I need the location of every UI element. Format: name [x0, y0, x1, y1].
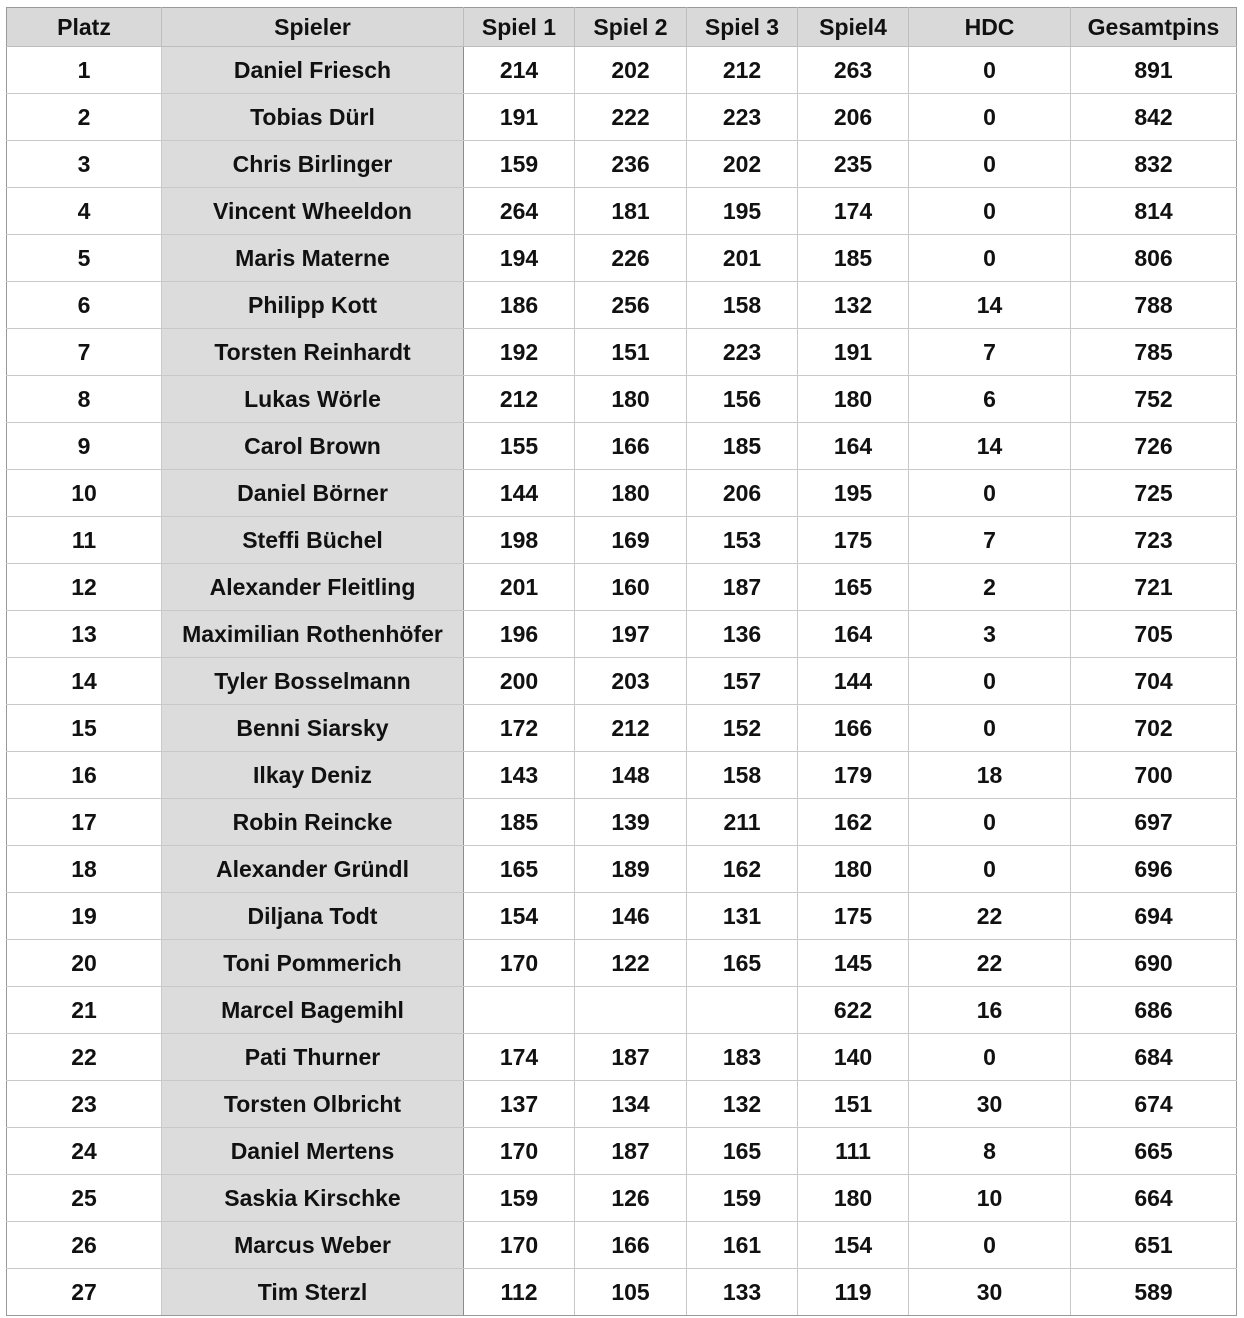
- player-name-cell: Steffi Büchel: [162, 517, 464, 564]
- game4-score-cell: 154: [798, 1222, 909, 1269]
- game4-score-cell: 164: [798, 423, 909, 470]
- game1-score-cell: 198: [464, 517, 575, 564]
- total-pins-cell: 891: [1071, 47, 1237, 94]
- handicap-cell: 22: [909, 893, 1071, 940]
- player-name-cell: Alexander Fleitling: [162, 564, 464, 611]
- game2-score-cell: 148: [575, 752, 687, 799]
- handicap-cell: 14: [909, 423, 1071, 470]
- table-row: [7, 752, 1237, 799]
- handicap-cell: 18: [909, 752, 1071, 799]
- platz-cell: 16: [7, 752, 162, 799]
- table-row: [7, 376, 1237, 423]
- platz-cell: 15: [7, 705, 162, 752]
- game2-score-cell: 146: [575, 893, 687, 940]
- game1-score-cell: 165: [464, 846, 575, 893]
- game4-score-cell: 179: [798, 752, 909, 799]
- platz-cell: 27: [7, 1269, 162, 1316]
- game2-score-cell: 180: [575, 376, 687, 423]
- game3-score-cell: 211: [687, 799, 798, 846]
- game4-score-cell: 175: [798, 517, 909, 564]
- column-header-spiel3: Spiel 3: [687, 8, 798, 47]
- game3-score-cell: 165: [687, 1128, 798, 1175]
- handicap-cell: 30: [909, 1081, 1071, 1128]
- game3-score-cell: 161: [687, 1222, 798, 1269]
- game2-score-cell: 160: [575, 564, 687, 611]
- handicap-cell: 16: [909, 987, 1071, 1034]
- platz-cell: 10: [7, 470, 162, 517]
- game3-score-cell: 152: [687, 705, 798, 752]
- player-name-cell: Alexander Gründl: [162, 846, 464, 893]
- platz-cell: 7: [7, 329, 162, 376]
- game4-score-cell: 132: [798, 282, 909, 329]
- handicap-cell: 0: [909, 470, 1071, 517]
- table-row: [7, 564, 1237, 611]
- player-name-cell: Lukas Wörle: [162, 376, 464, 423]
- total-pins-cell: 726: [1071, 423, 1237, 470]
- column-header-platz: Platz: [7, 8, 162, 47]
- game2-score-cell: 202: [575, 47, 687, 94]
- game4-score-cell: 111: [798, 1128, 909, 1175]
- player-name-cell: Daniel Friesch: [162, 47, 464, 94]
- handicap-cell: 0: [909, 47, 1071, 94]
- game4-score-cell: 206: [798, 94, 909, 141]
- game2-score-cell: 151: [575, 329, 687, 376]
- game1-score-cell: 264: [464, 188, 575, 235]
- game3-score-cell: 153: [687, 517, 798, 564]
- handicap-cell: 6: [909, 376, 1071, 423]
- player-name-cell: Marcus Weber: [162, 1222, 464, 1269]
- column-header-gesamtpins: Gesamtpins: [1071, 8, 1237, 47]
- handicap-cell: 0: [909, 235, 1071, 282]
- game3-score-cell: 157: [687, 658, 798, 705]
- handicap-cell: 0: [909, 94, 1071, 141]
- game1-score-cell: 201: [464, 564, 575, 611]
- platz-cell: 9: [7, 423, 162, 470]
- game3-score-cell: 158: [687, 752, 798, 799]
- player-name-cell: Daniel Mertens: [162, 1128, 464, 1175]
- table-body: [7, 47, 1237, 1316]
- player-name-cell: Diljana Todt: [162, 893, 464, 940]
- game2-score-cell: 139: [575, 799, 687, 846]
- handicap-cell: 2: [909, 564, 1071, 611]
- game2-score-cell: 122: [575, 940, 687, 987]
- platz-cell: 22: [7, 1034, 162, 1081]
- player-name-cell: Tobias Dürl: [162, 94, 464, 141]
- game3-score-cell: 165: [687, 940, 798, 987]
- game1-score-cell: 212: [464, 376, 575, 423]
- game4-score-cell: 174: [798, 188, 909, 235]
- game3-score-cell: 158: [687, 282, 798, 329]
- table-row: [7, 1269, 1237, 1316]
- platz-cell: 3: [7, 141, 162, 188]
- game2-score-cell: 187: [575, 1034, 687, 1081]
- game3-score-cell: 187: [687, 564, 798, 611]
- handicap-cell: 0: [909, 658, 1071, 705]
- total-pins-cell: 842: [1071, 94, 1237, 141]
- game2-score-cell: 212: [575, 705, 687, 752]
- game1-score-cell: 154: [464, 893, 575, 940]
- game2-score-cell: 166: [575, 423, 687, 470]
- table-row: [7, 611, 1237, 658]
- game1-score-cell: 185: [464, 799, 575, 846]
- player-name-cell: Carol Brown: [162, 423, 464, 470]
- total-pins-cell: 690: [1071, 940, 1237, 987]
- game2-score-cell: 126: [575, 1175, 687, 1222]
- game1-score-cell: 155: [464, 423, 575, 470]
- total-pins-cell: 788: [1071, 282, 1237, 329]
- platz-cell: 25: [7, 1175, 162, 1222]
- game3-score-cell: 212: [687, 47, 798, 94]
- player-name-cell: Chris Birlinger: [162, 141, 464, 188]
- handicap-cell: 0: [909, 1222, 1071, 1269]
- game2-score-cell: 222: [575, 94, 687, 141]
- game2-score-cell: 226: [575, 235, 687, 282]
- handicap-cell: 7: [909, 517, 1071, 564]
- game3-score-cell: 201: [687, 235, 798, 282]
- game3-score-cell: 185: [687, 423, 798, 470]
- total-pins-cell: 806: [1071, 235, 1237, 282]
- game1-score-cell: [464, 987, 575, 1034]
- game1-score-cell: 112: [464, 1269, 575, 1316]
- player-name-cell: Robin Reincke: [162, 799, 464, 846]
- player-name-cell: Torsten Reinhardt: [162, 329, 464, 376]
- game4-score-cell: 622: [798, 987, 909, 1034]
- player-name-cell: Toni Pommerich: [162, 940, 464, 987]
- handicap-cell: 8: [909, 1128, 1071, 1175]
- game4-score-cell: 263: [798, 47, 909, 94]
- column-header-spiel1: Spiel 1: [464, 8, 575, 47]
- platz-cell: 24: [7, 1128, 162, 1175]
- game1-score-cell: 143: [464, 752, 575, 799]
- platz-cell: 13: [7, 611, 162, 658]
- game3-score-cell: 195: [687, 188, 798, 235]
- game3-score-cell: 132: [687, 1081, 798, 1128]
- platz-cell: 5: [7, 235, 162, 282]
- player-name-cell: Tyler Bosselmann: [162, 658, 464, 705]
- game4-score-cell: 175: [798, 893, 909, 940]
- game2-score-cell: 181: [575, 188, 687, 235]
- total-pins-cell: 700: [1071, 752, 1237, 799]
- game2-score-cell: 169: [575, 517, 687, 564]
- total-pins-cell: 752: [1071, 376, 1237, 423]
- platz-cell: 17: [7, 799, 162, 846]
- platz-cell: 23: [7, 1081, 162, 1128]
- handicap-cell: 0: [909, 1034, 1071, 1081]
- game4-score-cell: 164: [798, 611, 909, 658]
- game1-score-cell: 174: [464, 1034, 575, 1081]
- game1-score-cell: 186: [464, 282, 575, 329]
- game1-score-cell: 170: [464, 940, 575, 987]
- player-name-cell: Vincent Wheeldon: [162, 188, 464, 235]
- game2-score-cell: 134: [575, 1081, 687, 1128]
- table-row: [7, 94, 1237, 141]
- standings-sheet: [6, 7, 1237, 1316]
- game1-score-cell: 214: [464, 47, 575, 94]
- game2-score-cell: 105: [575, 1269, 687, 1316]
- game4-score-cell: 162: [798, 799, 909, 846]
- total-pins-cell: 674: [1071, 1081, 1237, 1128]
- total-pins-cell: 705: [1071, 611, 1237, 658]
- table-row: [7, 517, 1237, 564]
- table-row: [7, 940, 1237, 987]
- player-name-cell: Daniel Börner: [162, 470, 464, 517]
- game3-score-cell: 131: [687, 893, 798, 940]
- handicap-cell: 7: [909, 329, 1071, 376]
- game2-score-cell: 187: [575, 1128, 687, 1175]
- game3-score-cell: 202: [687, 141, 798, 188]
- platz-cell: 14: [7, 658, 162, 705]
- player-name-cell: Ilkay Deniz: [162, 752, 464, 799]
- platz-cell: 8: [7, 376, 162, 423]
- total-pins-cell: 702: [1071, 705, 1237, 752]
- game3-score-cell: 183: [687, 1034, 798, 1081]
- game2-score-cell: 256: [575, 282, 687, 329]
- column-header-spiel4: Spiel4: [798, 8, 909, 47]
- game3-score-cell: [687, 987, 798, 1034]
- platz-cell: 26: [7, 1222, 162, 1269]
- game4-score-cell: 166: [798, 705, 909, 752]
- handicap-cell: 0: [909, 141, 1071, 188]
- total-pins-cell: 704: [1071, 658, 1237, 705]
- game2-score-cell: 180: [575, 470, 687, 517]
- game4-score-cell: 180: [798, 846, 909, 893]
- handicap-cell: 10: [909, 1175, 1071, 1222]
- platz-cell: 12: [7, 564, 162, 611]
- game3-score-cell: 162: [687, 846, 798, 893]
- game4-score-cell: 119: [798, 1269, 909, 1316]
- handicap-cell: 30: [909, 1269, 1071, 1316]
- game1-score-cell: 200: [464, 658, 575, 705]
- table-row: [7, 658, 1237, 705]
- table-row: [7, 423, 1237, 470]
- total-pins-cell: 725: [1071, 470, 1237, 517]
- game1-score-cell: 194: [464, 235, 575, 282]
- total-pins-cell: 694: [1071, 893, 1237, 940]
- total-pins-cell: 721: [1071, 564, 1237, 611]
- total-pins-cell: 832: [1071, 141, 1237, 188]
- total-pins-cell: 664: [1071, 1175, 1237, 1222]
- game1-score-cell: 137: [464, 1081, 575, 1128]
- game3-score-cell: 156: [687, 376, 798, 423]
- header-row: [7, 8, 1237, 47]
- game3-score-cell: 206: [687, 470, 798, 517]
- game4-score-cell: 165: [798, 564, 909, 611]
- game4-score-cell: 144: [798, 658, 909, 705]
- game4-score-cell: 180: [798, 376, 909, 423]
- player-name-cell: Philipp Kott: [162, 282, 464, 329]
- player-name-cell: Torsten Olbricht: [162, 1081, 464, 1128]
- game4-score-cell: 191: [798, 329, 909, 376]
- player-name-cell: Pati Thurner: [162, 1034, 464, 1081]
- total-pins-cell: 814: [1071, 188, 1237, 235]
- player-name-cell: Maris Materne: [162, 235, 464, 282]
- game4-score-cell: 180: [798, 1175, 909, 1222]
- game2-score-cell: [575, 987, 687, 1034]
- game2-score-cell: 236: [575, 141, 687, 188]
- column-header-spiel2: Spiel 2: [575, 8, 687, 47]
- total-pins-cell: 686: [1071, 987, 1237, 1034]
- table-row: [7, 1034, 1237, 1081]
- game3-score-cell: 136: [687, 611, 798, 658]
- game1-score-cell: 192: [464, 329, 575, 376]
- game2-score-cell: 197: [575, 611, 687, 658]
- player-name-cell: Saskia Kirschke: [162, 1175, 464, 1222]
- game1-score-cell: 170: [464, 1128, 575, 1175]
- game1-score-cell: 159: [464, 1175, 575, 1222]
- platz-cell: 19: [7, 893, 162, 940]
- platz-cell: 21: [7, 987, 162, 1034]
- table-row: [7, 1222, 1237, 1269]
- table-row: [7, 987, 1237, 1034]
- platz-cell: 4: [7, 188, 162, 235]
- table-row: [7, 846, 1237, 893]
- table-row: [7, 235, 1237, 282]
- game2-score-cell: 166: [575, 1222, 687, 1269]
- handicap-cell: 0: [909, 705, 1071, 752]
- table-row: [7, 705, 1237, 752]
- column-header-spieler: Spieler: [162, 8, 464, 47]
- handicap-cell: 0: [909, 799, 1071, 846]
- total-pins-cell: 785: [1071, 329, 1237, 376]
- game3-score-cell: 159: [687, 1175, 798, 1222]
- game2-score-cell: 189: [575, 846, 687, 893]
- game3-score-cell: 223: [687, 329, 798, 376]
- game1-score-cell: 172: [464, 705, 575, 752]
- game1-score-cell: 144: [464, 470, 575, 517]
- game4-score-cell: 140: [798, 1034, 909, 1081]
- table-row: [7, 799, 1237, 846]
- table-row: [7, 282, 1237, 329]
- game3-score-cell: 133: [687, 1269, 798, 1316]
- handicap-cell: 3: [909, 611, 1071, 658]
- game1-score-cell: 159: [464, 141, 575, 188]
- total-pins-cell: 684: [1071, 1034, 1237, 1081]
- total-pins-cell: 589: [1071, 1269, 1237, 1316]
- game4-score-cell: 235: [798, 141, 909, 188]
- table-row: [7, 141, 1237, 188]
- handicap-cell: 0: [909, 846, 1071, 893]
- total-pins-cell: 651: [1071, 1222, 1237, 1269]
- platz-cell: 2: [7, 94, 162, 141]
- table-row: [7, 1128, 1237, 1175]
- game1-score-cell: 191: [464, 94, 575, 141]
- game1-score-cell: 170: [464, 1222, 575, 1269]
- handicap-cell: 0: [909, 188, 1071, 235]
- platz-cell: 6: [7, 282, 162, 329]
- game4-score-cell: 151: [798, 1081, 909, 1128]
- total-pins-cell: 665: [1071, 1128, 1237, 1175]
- player-name-cell: Maximilian Rothenhöfer: [162, 611, 464, 658]
- table-row: [7, 47, 1237, 94]
- player-name-cell: Benni Siarsky: [162, 705, 464, 752]
- game2-score-cell: 203: [575, 658, 687, 705]
- player-name-cell: Marcel Bagemihl: [162, 987, 464, 1034]
- table-row: [7, 1175, 1237, 1222]
- total-pins-cell: 697: [1071, 799, 1237, 846]
- player-name-cell: Tim Sterzl: [162, 1269, 464, 1316]
- platz-cell: 11: [7, 517, 162, 564]
- column-header-hdc: HDC: [909, 8, 1071, 47]
- game4-score-cell: 185: [798, 235, 909, 282]
- total-pins-cell: 696: [1071, 846, 1237, 893]
- table-row: [7, 1081, 1237, 1128]
- total-pins-cell: 723: [1071, 517, 1237, 564]
- table-row: [7, 188, 1237, 235]
- platz-cell: 1: [7, 47, 162, 94]
- platz-cell: 20: [7, 940, 162, 987]
- table-row: [7, 470, 1237, 517]
- platz-cell: 18: [7, 846, 162, 893]
- standings-table: [6, 7, 1237, 1316]
- game4-score-cell: 195: [798, 470, 909, 517]
- game3-score-cell: 223: [687, 94, 798, 141]
- table-row: [7, 893, 1237, 940]
- table-row: [7, 329, 1237, 376]
- game1-score-cell: 196: [464, 611, 575, 658]
- handicap-cell: 14: [909, 282, 1071, 329]
- handicap-cell: 22: [909, 940, 1071, 987]
- game4-score-cell: 145: [798, 940, 909, 987]
